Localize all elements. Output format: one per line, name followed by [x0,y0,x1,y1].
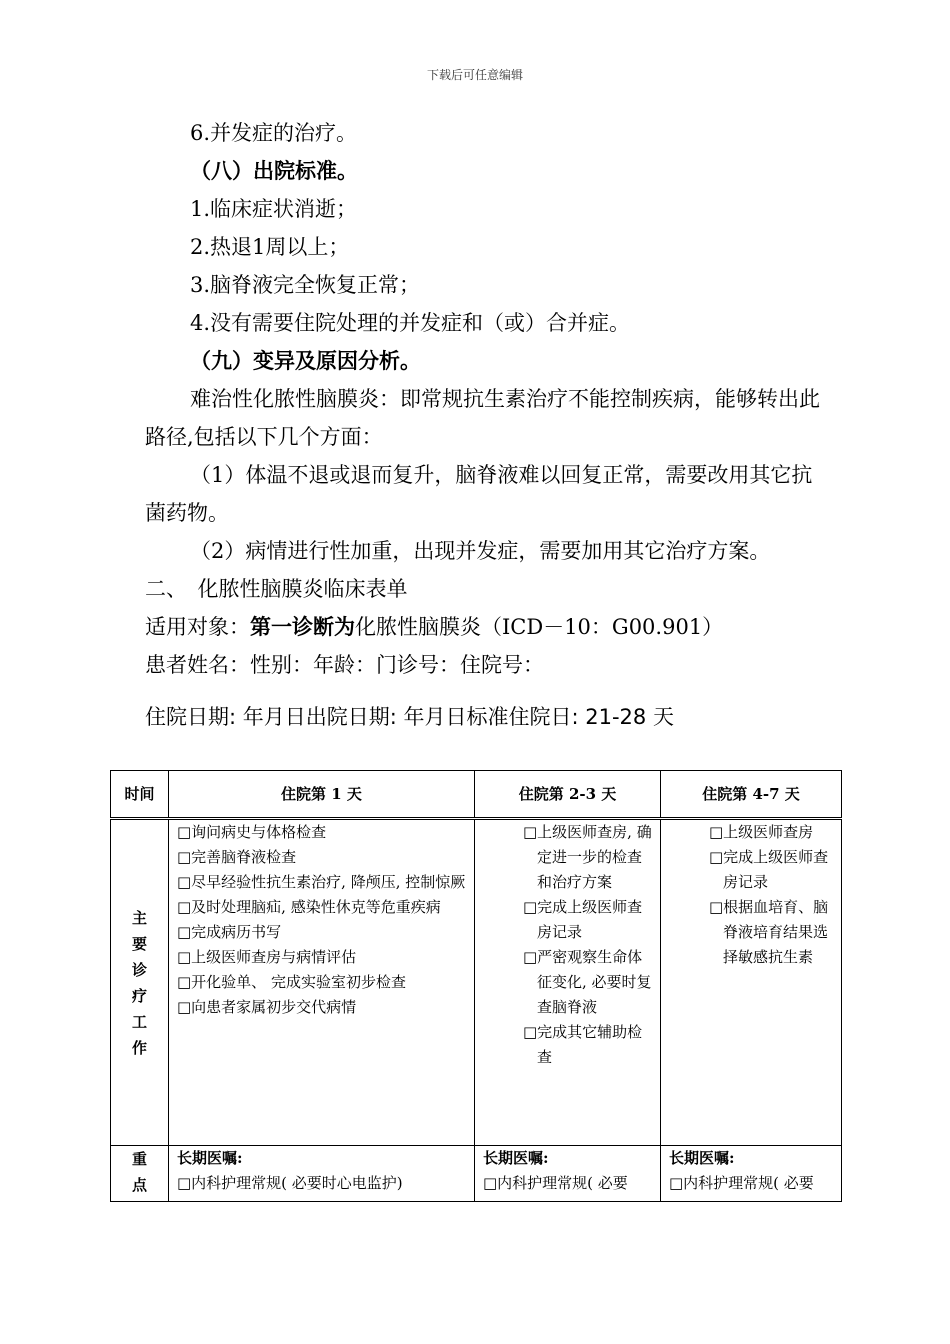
clinical-form-table [110,770,842,1202]
header-cell: 时间 [111,771,169,819]
row-label: 主要诊疗工作 [111,819,169,1146]
paragraph: 难治性化脓性脑膜炎：即常规抗生素治疗不能控制疾病，能够转出此路径,包括以下几个方面： [145,387,820,449]
list-item: □根据血培育、脑脊液培育结果选择敏感抗生素 [709,898,829,966]
list-item: □上级医师查房, 确定进一步的检查和治疗方案 [523,823,652,891]
header-cell: 住院第 1 天 [169,771,475,819]
section-heading: （九）变异及原因分析。 [190,348,421,373]
key-day1-cell [169,1146,475,1202]
label: 适用对象： [145,615,250,639]
key-day2-cell [475,1146,661,1202]
row-label: 重点 [111,1146,169,1202]
paragraph: （1）体温不退或退而复升，脑脊液难以回复正常，需要改用其它抗菌药物。 [145,463,813,525]
list-item: □询问病史与体格检查 [177,823,327,841]
list-item: □及时处理脑疝, 感染性休克等危重疾病 [177,898,441,916]
patient-info-line: 患者姓名：性别：年龄：门诊号：住院号： [145,653,544,677]
header-cell: 住院第 2-3 天 [475,771,661,819]
paragraph: 1.临床症状消逝； [190,197,358,221]
day1-cell [169,819,475,1146]
list-item: □上级医师查房 [709,823,814,841]
subheading: 长期医嘱: [177,1149,243,1167]
header-cell: 住院第 4-7 天 [661,771,842,819]
list-item: □完成病历书写 [177,923,282,941]
day2-cell [475,819,661,1146]
list-item: □内科护理常规( 必要 [669,1174,814,1192]
label: 化脓性脑膜炎（ICD－10：G00.901） [355,615,724,639]
list-item: □内科护理常规( 必要 [483,1174,628,1192]
day4-cell [661,819,842,1146]
list-item: □向患者家属初步交代病情 [177,998,357,1016]
table-header-row [111,771,842,819]
list-item: □完成上级医师查房记录 [709,848,829,891]
list-item: □完成其它辅助检查 [523,1023,643,1066]
paragraph: （2）病情进行性加重，出现并发症，需要加用其它治疗方案。 [190,539,771,563]
label-bold: 第一诊断为 [250,614,355,639]
paragraph: 6.并发症的治疗。 [190,121,358,145]
paragraph [145,608,825,646]
table-row [111,819,842,1146]
subheading: 长期医嘱: [483,1149,549,1167]
paragraph: 3.脑脊液完全恢复正常； [190,273,421,297]
page-header: 下载后可任意编辑 [426,68,523,82]
table-row [111,1146,842,1202]
section-heading: 二、 化脓性脑膜炎临床表单 [145,577,408,601]
subheading: 长期医嘱: [669,1149,735,1167]
document-body [145,114,825,736]
paragraph: 4.没有需要住院处理的并发症和（或）合并症。 [190,311,631,335]
list-item: □完善脑脊液检查 [177,848,297,866]
list-item: □尽早经验性抗生素治疗, 降颅压, 控制惊厥 [177,873,466,891]
list-item: □完成上级医师查房记录 [523,898,643,941]
list-item: □上级医师查房与病情评估 [177,948,357,966]
key-day4-cell [661,1146,842,1202]
list-item: □开化验单、 完成实验室初步检查 [177,973,406,991]
list-item: □内科护理常规( 必要时心电监护) [177,1174,403,1192]
section-heading: （八）出院标准。 [190,158,358,183]
paragraph: 2.热退1周以上； [190,235,350,259]
admission-date-line: 住院日期: 年月日出院日期: 年月日标准住院日: 21-28 天 [145,705,674,729]
list-item: □严密观察生命体征变化, 必要时复查脑脊液 [523,948,652,1016]
